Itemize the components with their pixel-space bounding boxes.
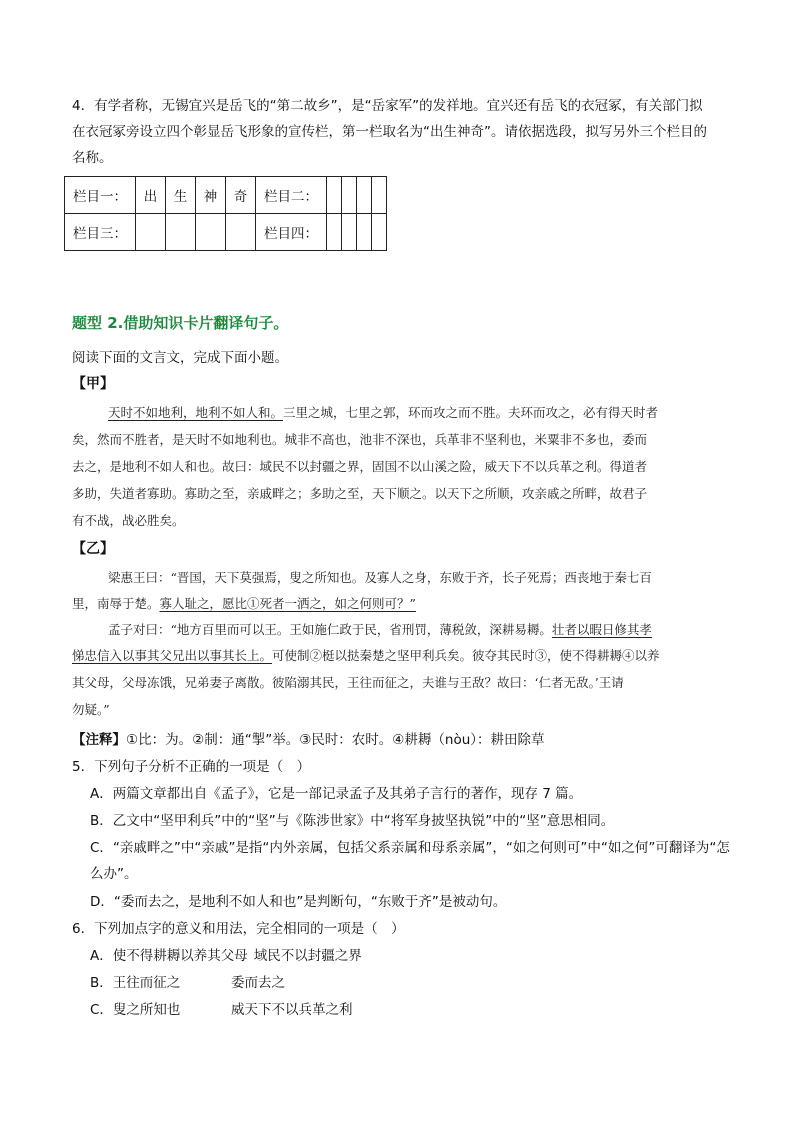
passage-b-line-2	[72, 594, 416, 612]
section-heading: 题型 2.借助知识卡片翻译句子。	[72, 314, 289, 332]
table-cell-blank	[136, 214, 166, 251]
table-cell-label: 栏目一：	[65, 177, 136, 214]
passage-b-text: 里，南辱于楚。	[72, 596, 160, 611]
passage-a-text: 三里之城，七里之郭，环而攻之而不胜。夫环而攻之，必有得天时者	[283, 405, 659, 420]
notes	[72, 728, 545, 748]
underlined-sentence: 壮者以暇日修其孝	[551, 622, 652, 637]
table-cell-blank	[357, 214, 372, 251]
q6-stem: 6．下列加点字的意义和用法，完全相同的一项是（ ）	[72, 921, 405, 937]
underlined-sentence: 寡人耻之，愿比①死者一洒之，如之何则可？”	[159, 596, 416, 611]
table-cell-blank	[342, 177, 357, 214]
table-cell-char: 奇	[226, 177, 256, 214]
passage-a-line-3: 去之，是地利不如人和也。故曰：域民不以封疆之界，固国不以山溪之险，威天下不以兵革之利。得道者	[72, 459, 648, 474]
q5-option-c-line-2: 么办”。	[90, 866, 138, 882]
q6-option-c	[90, 998, 180, 1018]
q6-option-c-left: C．叟之所知也	[90, 1002, 181, 1018]
table-cell-blank	[372, 177, 387, 214]
table-cell-blank	[226, 214, 256, 251]
q5-option-a: A．两篇文章都出自《孟子》，它是一部记录孟子及其弟子言行的著作，现存 7 篇。	[90, 786, 583, 802]
table-cell-char: 出	[136, 177, 166, 214]
q6-option-a-left: A．使不得耕耨以养其父母	[90, 948, 248, 964]
q6-option-c-right: 威天下不以兵革之利	[231, 1002, 353, 1018]
section-intro: 阅读下面的文言文，完成下面小题。	[72, 350, 288, 366]
q6-option-a-right: 域民不以封疆之界	[253, 948, 362, 964]
q5-stem: 5．下列句子分析不正确的一项是（ ）	[72, 759, 311, 775]
table-cell-char: 生	[166, 177, 196, 214]
column-name-table	[64, 176, 387, 251]
table-cell-label: 栏目二：	[256, 177, 327, 214]
q5-option-c-line-1: C．“亲戚畔之”中“亲戚”是指“内外亲属，包括父系亲属和母系亲属”，“如之何则可”中“如之何”可翻译为“怎	[90, 840, 730, 856]
q5-option-b: B．乙文中“坚甲利兵”中的“坚”与《陈涉世家》中“将军身披坚执锐”中的“坚”意思相同。	[90, 813, 615, 829]
q4-line-1: 4．有学者称，无锡宜兴是岳飞的“第二故乡”，是“岳家军”的发祥地。宜兴还有岳飞的衣冠冢，有关部门拟	[72, 98, 703, 114]
q6-option-b-right: 委而去之	[231, 975, 285, 991]
table-cell-blank	[342, 214, 357, 251]
passage-b-line-4	[72, 646, 660, 664]
q4-line-3: 名称。	[72, 150, 113, 166]
underlined-sentence: 悌忠信入以事其父兄出以事其长上。	[72, 648, 273, 663]
table-cell-blank	[327, 214, 342, 251]
passage-a-label: 【甲】	[72, 376, 114, 392]
notes-text: ①比：为。②制：通“掣”举。③民时：农时。④耕耨（nòu）：耕田除草	[126, 732, 545, 748]
passage-b-line-5: 其父母，父母冻饿，兄弟妻子离散。彼陷溺其民，王往而征之，夫谁与王敌？故曰：‘仁者无敌。’王请	[72, 675, 624, 690]
passage-b-line-3	[108, 620, 652, 638]
passage-b-line-6: 勿疑。”	[72, 702, 110, 717]
passage-b-text: 可使制②梃以挞秦楚之坚甲利兵矣。彼夺其民时③，使不得耕耨④以养	[272, 648, 660, 663]
table-row	[65, 214, 387, 251]
q6-option-b-left: B．王往而征之	[90, 975, 181, 991]
table-cell-char: 神	[196, 177, 226, 214]
passage-a-line-5: 有不战，战必胜矣。	[72, 513, 185, 528]
passage-a-line-4: 多助，失道者寡助。寡助之至，亲戚畔之；多助之至，天下顺之。以天下之所顺，攻亲戚之所畔，故君子	[72, 486, 648, 501]
table-cell-blank	[372, 214, 387, 251]
table-cell-label: 栏目三：	[65, 214, 136, 251]
passage-b-line-1: 梁惠王曰：“晋国，天下莫强焉，叟之所知也。及寡人之身，东败于齐，长子死焉；西丧地于秦七百	[108, 570, 652, 585]
q5-option-d: D．“委而去之，是地利不如人和也”是判断句，“东败于齐”是被动句。	[90, 894, 507, 910]
q4-line-2: 在衣冠冢旁设立四个彰显岳飞形象的宣传栏，第一栏取名为“出生神奇”。请依据选段，拟写另外三个栏目的	[72, 124, 707, 140]
table-cell-blank	[196, 214, 226, 251]
table-cell-blank	[327, 177, 342, 214]
table-cell-blank	[166, 214, 196, 251]
passage-b-label: 【乙】	[72, 541, 114, 557]
passage-b-text: 孟子对曰：“地方百里而可以王。王如施仁政于民，省刑罚，薄税敛，深耕易耨。	[108, 622, 552, 637]
table-cell-label: 栏目四：	[256, 214, 327, 251]
q6-option-b	[90, 971, 180, 991]
table-cell-blank	[357, 177, 372, 214]
table-row	[65, 177, 387, 214]
passage-a-line-1	[108, 403, 658, 421]
q6-option-a	[90, 944, 362, 964]
passage-a-line-2: 矣，然而不胜者，是天时不如地利也。城非不高也，池非不深也，兵革非不坚利也，米粟非不多也，委而	[72, 432, 648, 447]
underlined-sentence: 天时不如地利，地利不如人和。	[108, 405, 284, 420]
notes-label: 【注释】	[72, 732, 126, 748]
